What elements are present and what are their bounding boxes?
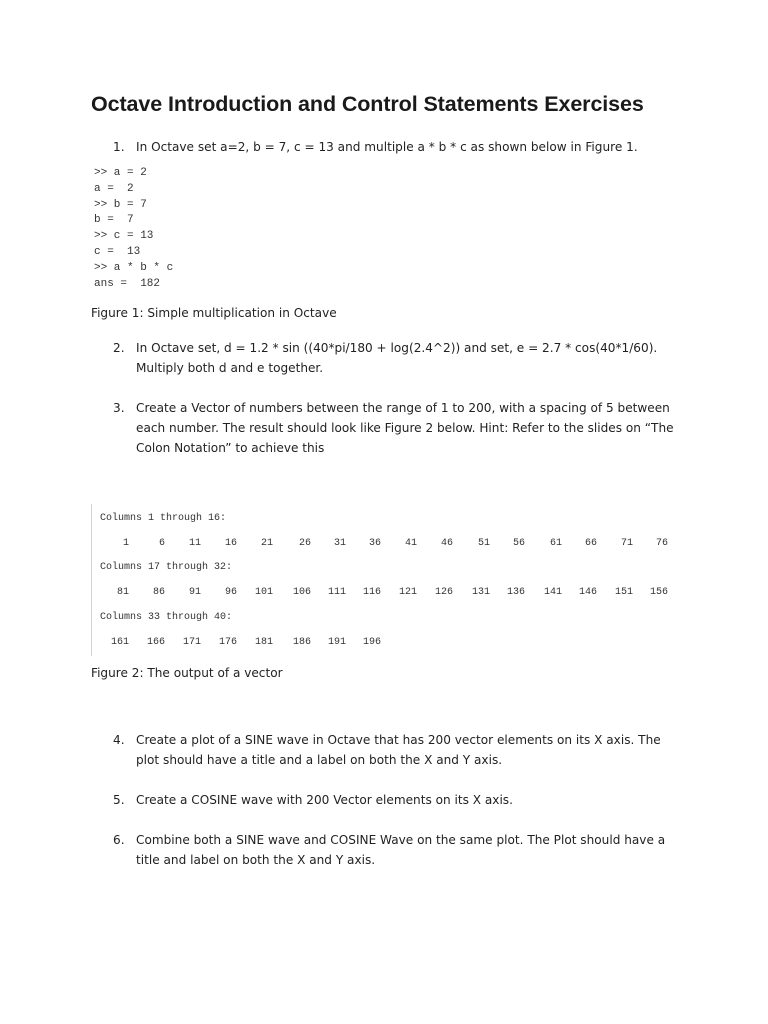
vector-value: 36 — [368, 538, 381, 549]
vector-value: 101 — [254, 587, 273, 598]
exercise-text: Combine both a SINE wave and COSINE Wave on the same plot. The Plot should have a title and label on both the X and Y axis. — [136, 833, 666, 867]
exercise-number: 2. — [113, 341, 125, 355]
octave-line: >> a = 2 — [94, 167, 147, 179]
vector-value: 116 — [362, 587, 381, 598]
vector-value: 191 — [327, 637, 346, 648]
figure-1-caption: Figure 1: Simple multiplication in Octave — [91, 306, 337, 320]
columns-header: Columns 17 through 32: — [100, 562, 233, 573]
exercise-text: Create a plot of a SINE wave in Octave that has 200 vector elements on its X axis. The plot should have a title and a label on both the X and Y axis. — [136, 733, 661, 767]
vector-value: 66 — [584, 538, 597, 549]
vector-value: 151 — [614, 587, 633, 598]
vector-value: 21 — [260, 538, 273, 549]
columns-header: Columns 33 through 40: — [100, 612, 233, 623]
vector-value: 146 — [578, 587, 597, 598]
vector-value: 166 — [146, 637, 165, 648]
octave-line: ans = 182 — [94, 277, 161, 290]
vector-value: 76 — [655, 538, 668, 549]
vector-value: 81 — [116, 587, 129, 598]
exercise-number: 6. — [113, 833, 125, 847]
vector-value: 171 — [182, 637, 201, 648]
vector-value: 106 — [292, 587, 311, 598]
exercise-text: In Octave set, d = 1.2 * sin ((40*pi/180 + log(2.4^2)) and set, e = 2.7 * cos(40*1/60). Multiply both d and e together. — [136, 341, 658, 375]
vector-row — [92, 637, 682, 651]
vector-row — [92, 587, 682, 601]
vector-value: 61 — [549, 538, 562, 549]
vector-value: 136 — [506, 587, 525, 598]
vector-value: 111 — [327, 587, 346, 598]
figure-2-vector-output — [91, 504, 682, 656]
vector-value: 46 — [440, 538, 453, 549]
vector-value: 51 — [477, 538, 490, 549]
vector-value: 196 — [362, 637, 381, 648]
exercise-text: In Octave set a=2, b = 7, c = 13 and multiple a * b * c as shown below in Figure 1. — [136, 140, 638, 154]
octave-line: >> c = 13 — [94, 230, 154, 243]
exercise-text: Create a COSINE wave with 200 Vector elements on its X axis. — [136, 793, 513, 807]
figure-1-octave-session — [94, 166, 173, 292]
figure-2-caption: Figure 2: The output of a vector — [91, 666, 283, 680]
vector-value: 91 — [188, 587, 201, 598]
vector-value: 131 — [471, 587, 490, 598]
columns-header: Columns 1 through 16: — [100, 513, 227, 524]
vector-value: 181 — [254, 637, 273, 648]
vector-value: 141 — [543, 587, 562, 598]
vector-value: 156 — [649, 587, 668, 598]
vector-value: 6 — [158, 538, 165, 549]
vector-value: 31 — [333, 538, 346, 549]
vector-value: 16 — [224, 538, 237, 549]
vector-value: 186 — [292, 637, 311, 648]
octave-line: >> a * b * c — [94, 261, 174, 274]
vector-value: 41 — [404, 538, 417, 549]
vector-value: 56 — [512, 538, 525, 549]
octave-line: b = 7 — [94, 214, 134, 227]
vector-row — [92, 538, 682, 552]
vector-value: 11 — [188, 538, 201, 549]
vector-value: 1 — [122, 538, 129, 549]
vector-value: 176 — [218, 637, 237, 648]
vector-value: 26 — [298, 538, 311, 549]
document-title: Octave Introduction and Control Statements Exercises — [91, 92, 644, 116]
vector-value: 86 — [152, 587, 165, 598]
exercise-text: Create a Vector of numbers between the range of 1 to 200, with a spacing of 5 between each number. The result should look like Figure 2 below. Hint: Refer to the slides on “The Colon Notation” to achieve this — [136, 401, 674, 455]
vector-value: 161 — [110, 637, 129, 648]
exercise-number: 5. — [113, 793, 125, 807]
octave-line: a = 2 — [94, 182, 134, 195]
exercise-number: 3. — [113, 401, 125, 415]
octave-line: c = 13 — [94, 245, 141, 258]
exercise-number: 4. — [113, 733, 125, 747]
octave-line: >> b = 7 — [94, 198, 147, 211]
vector-value: 96 — [224, 587, 237, 598]
vector-value: 121 — [398, 587, 417, 598]
vector-value: 71 — [620, 538, 633, 549]
vector-value: 126 — [434, 587, 453, 598]
exercise-number: 1. — [113, 140, 125, 154]
